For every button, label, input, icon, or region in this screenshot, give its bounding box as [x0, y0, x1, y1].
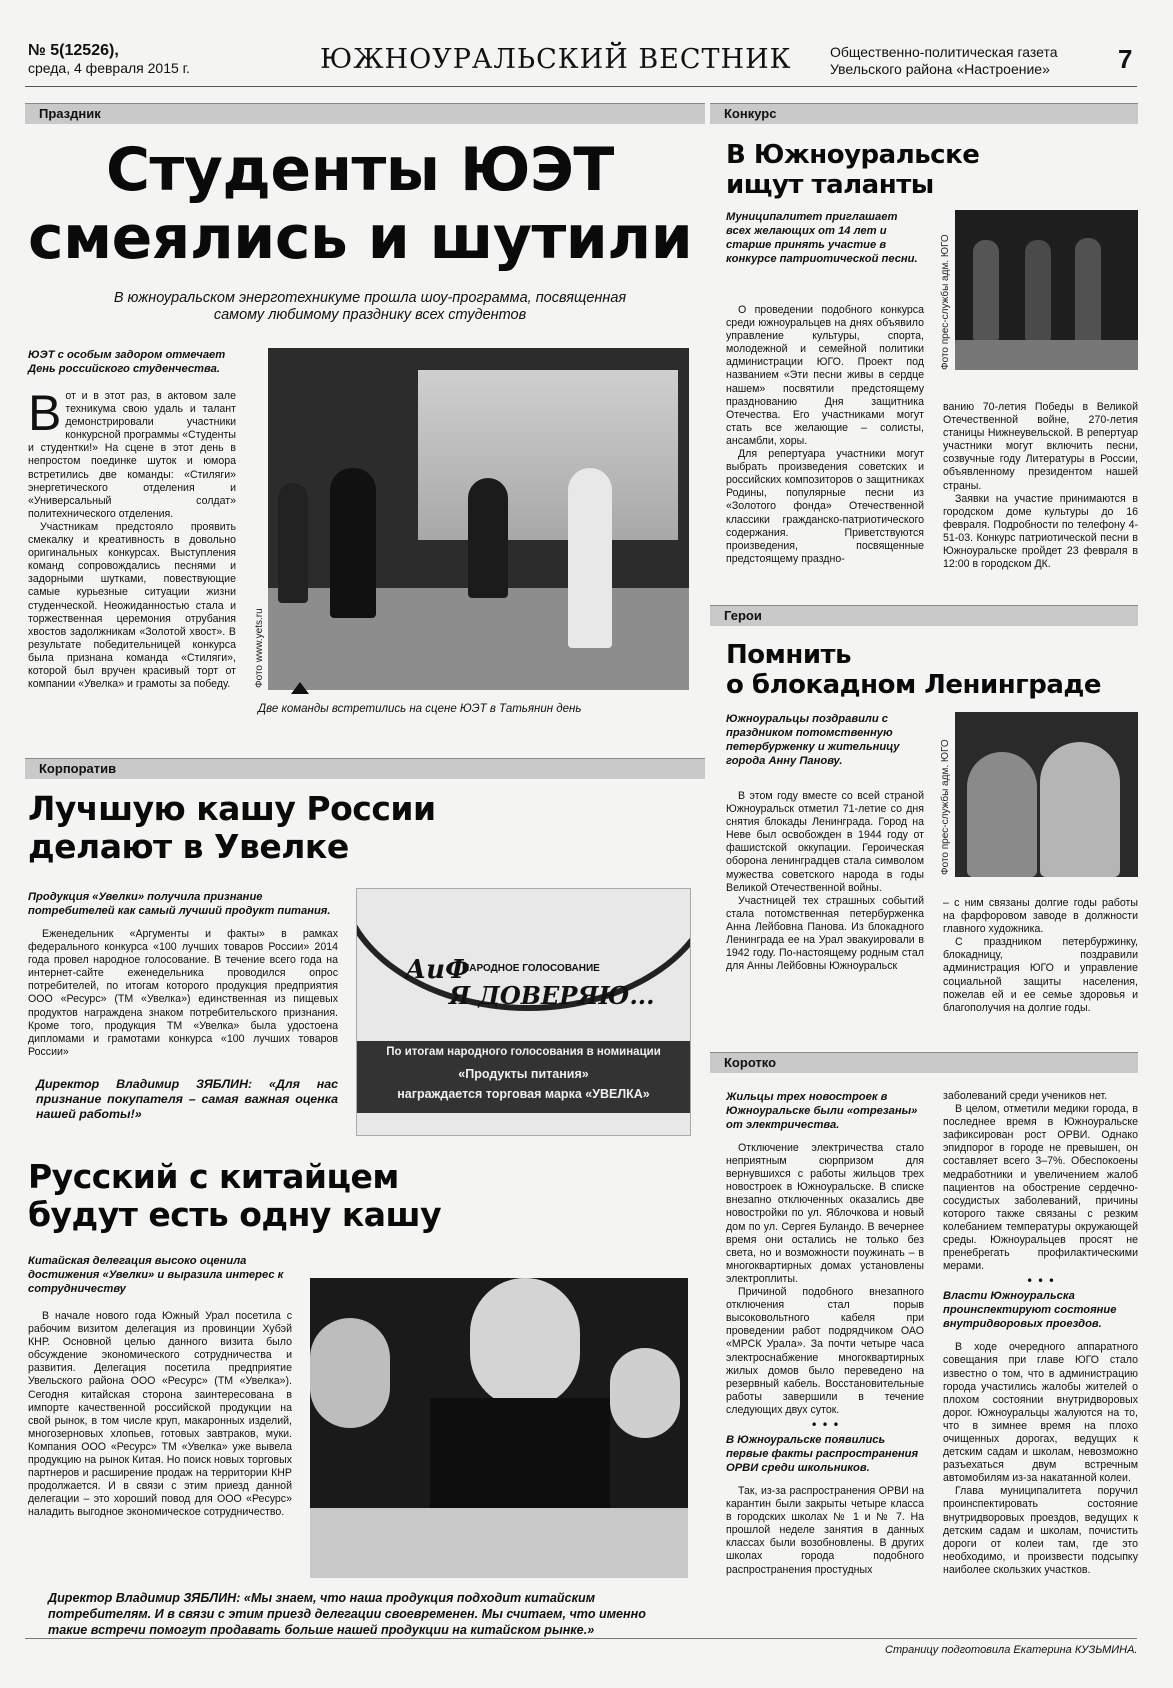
header-rule	[25, 86, 1137, 87]
issue-date: среда, 4 февраля 2015 г.	[28, 60, 190, 76]
quote-author: Директор Владимир ЗЯБЛИН:	[48, 1591, 241, 1605]
brief-item1-lead: Жильцы трех новостроек в Южноуральске были «отрезаны» от электричества.	[726, 1091, 918, 1131]
aif-logo: АиФ	[405, 955, 470, 985]
award-slogan: Я ДОВЕРЯЮ...	[449, 981, 655, 1010]
quote-block	[48, 1590, 688, 1638]
article5-title-line2: будут есть одну кашу	[28, 1195, 442, 1234]
article2-photo-credit: Фото прес-службы адм. ЮГО	[940, 234, 951, 370]
brief-item2-body2: заболеваний среди учеников нет.	[943, 1090, 1108, 1102]
article4-lead: Продукция «Увелки» получила признание потребителей как самый лучший продукт питания.	[28, 891, 331, 917]
article4-text	[28, 890, 338, 1122]
quote-text: «Для нас признание покупателя – самая важная оценка нашей работы!»	[36, 1076, 338, 1121]
article2-col2	[943, 401, 1138, 571]
brief-col1	[726, 1090, 924, 1577]
article3-lead-box	[726, 712, 926, 768]
article3-col1	[726, 790, 924, 973]
article5-title	[28, 1158, 441, 1234]
article3-col2	[943, 897, 1138, 1015]
article1-subtitle-line2: самому любимому празднику всех студентов	[213, 307, 527, 323]
article2-title-line1: В Южноуральске	[726, 140, 980, 170]
article1-title	[28, 136, 708, 272]
soldier-silhouette-2	[1025, 240, 1051, 340]
article4-award-image	[356, 888, 691, 1136]
article3-body-2: – с ним связаны долгие годы работы на фарфоровом заводе в должности главного художника.	[943, 897, 1138, 936]
brief-item1-body: Отключение электричества стало неприятным сюрпризом для вернувшихся с работы жильцов трех новостроек в Южноуральске. В списке внезапно отключенных оказались две новостройки по ул. Яблочкова и новый дом по ул. Сергея Буландо. В вечернее время они остались не только без света, но и возможности поужинать – в многоквартирных домах установлены электроплиты.	[726, 1142, 924, 1285]
issue-number: № 5(12526),	[28, 42, 119, 59]
rubric-heroes	[710, 605, 1138, 626]
article2-body-1: О проведении подобного конкурса среди южноуральцев на днях объявило управление культуры, спорта, молодежной и семейной политики администрации ЮГО. Проект под названием «Эти песни живы в сердце нашем» посвятили предстоящему празднованию Дня защитника Отечества. Его участниками могут стать все желающие – солисты, ансамбли, хоры.	[726, 304, 924, 447]
article2-body-2b: Заявки на участие принимаются в городском доме культуры до 16 февраля. Подробности по телефону 4-51-03. Конкурс патриотической песни в Южноуральске пройдет 23 февраля в 12:00 в городском ДК.	[943, 492, 1138, 571]
article2-title-line2: ищут таланты	[726, 170, 934, 200]
article4-title-line2: делают в Увелке	[28, 827, 349, 866]
stage-floor	[955, 340, 1138, 370]
article4-body: Еженедельник «Аргументы и факты» в рамках федерального конкурса «100 лучших товаров России» 2014 года провел народное голосование. В течение всего года на интернет-сайте еженедельника проводился опрос потребителей, по итогам которого продукция предприятия ООО «Ресурс» (ТМ «Увелка») единственная из пищевых продуктов награждена знаком потребительского признания. Кроме того, продукция ТМ «Увелка» была удостоена дипломами и грамотами конкурса «100 лучших товаров России»	[28, 928, 338, 1058]
camera-icon	[291, 682, 309, 694]
article1-lead: ЮЭТ с особым задором отмечает День российского студенчества.	[28, 349, 226, 375]
article1-body-1: от и в этот раз, в актовом зале техникума свою удаль и талант демонстрировали участники конкурсной программы «Студенты и студентки!» На сцене в этот день в непростом поединке шуток и юмора встретились две команды: «Стиляги» энергетического отделения и «Универсальный солдат» политехнического отделения.	[28, 390, 236, 520]
article4-title	[28, 790, 436, 866]
article2-body-1b: Для репертуара участники могут выбрать произведения советских и российских композиторов о защитниках Родины, популярные песни из «Золотого фонда» Отечественной классики гражданско-патриотического содержания. Приветствуются произведения, посвященные предстоящему праздно-	[726, 448, 924, 565]
delegate-head-3	[310, 1318, 390, 1428]
person-silhouette-3	[568, 468, 612, 648]
article3-photo-credit: Фото прес-службы адм. ЮГО	[940, 739, 951, 875]
rubric-label: Конкурс	[724, 106, 777, 121]
person-silhouette-4	[278, 483, 308, 603]
rubric-contest	[710, 103, 1138, 124]
article3-title-line1: Помнить	[726, 640, 852, 670]
article3-photo	[955, 712, 1138, 877]
award-line-3: награждается торговая марка «УВЕЛКА»	[397, 1087, 650, 1101]
article1-title-line2: смеялись и шутили	[28, 203, 693, 273]
article2-body-2: ванию 70-летия Победы в Великой Отечественной войне, 270-летия станицы Нижнеувельской. В репертуар участники могут включить песни, созвучные году Литературы в России, объявленному президентом нашей страны.	[943, 401, 1138, 492]
brief-separator: • • •	[1026, 1274, 1055, 1289]
masthead-subtitle-1: Общественно-политическая газета	[830, 44, 1058, 60]
article1-photo	[268, 348, 689, 690]
brief-item2-body3: В целом, отметили медики города, в последнее время в Южноуральске зафиксирован рост ОРВИ. Однако эпидпорог в городе не превышен, он составляет всего 3–7%. Обеспокоены медработники и увеличением жалоб пациентов на обострение сердечно-сосудистых заболеваний, причины которого также связаны с резким колебанием температуры окружающей среды. Южноуральцев просят не пренебрегать профилактическими мерами.	[943, 1103, 1138, 1273]
article4-quote	[28, 1077, 338, 1122]
table-surface	[310, 1508, 688, 1578]
article5-lead: Китайская делегация высоко оценила достижения «Увелки» и выразила интерес к сотрудничеству	[28, 1255, 284, 1295]
article1-subtitle	[40, 290, 700, 324]
article5-body: В начале нового года Южный Урал посетила с рабочим визитом делегация из провинции Хубэй КНР. Основной целью данного визита было обсуждение экономического сотрудничества и развития. Делегация посетила предприятие Увельского района ООО «Ресурс» (ТМ «Увелка»). Сегодня китайская сторона заинтересована в импорте качественной российской продукции на свой рынок, в том числе круп, макаронных изделий, многозерновых хлопьев, готовых завтраков, муки. Компания ООО «Ресурс» ТМ «Увелка» уже вывела продукцию на рынок Китая. Но поиск новых торговых партнеров и расширение продаж на территории КНР продолжается. И в связи с этим приезд данной делегации – это хороший повод для ООО «Ресурс» наладить выгодное экономическое сотрудничество.	[28, 1310, 292, 1519]
rubric-label: Праздник	[39, 106, 101, 121]
person-silhouette-2	[468, 478, 508, 598]
brief-item2-lead: В Южноуральске появились первые факты распространения ОРВИ среди школьников.	[726, 1433, 919, 1474]
article1-subtitle-line1: В южноуральском энерготехникуме прошла шоу-программа, посвященная	[113, 290, 627, 306]
delegate-head-2	[610, 1348, 680, 1438]
article5-text	[28, 1254, 292, 1520]
person-man	[1040, 742, 1120, 877]
rubric-brief	[710, 1052, 1138, 1073]
stage-screen	[418, 370, 678, 540]
article4-title-line1: Лучшую кашу России	[28, 789, 436, 828]
article1-text	[28, 348, 236, 691]
article3-body-2b: С праздником петербуржинку, блокадницу, поздравили администрация ЮГО и управление социальной защиты населения, пожелав ей и ее семье здоровья и благополучия на долгие годы.	[943, 936, 1138, 1014]
quote-text: «Мы знаем, что наша продукция подходит китайским потребителям. И в связи с этим приезд делегации своевременен. Мы считаем, что именно такие встречи помогут продавать больше нашей продукции на китайском рынке.»	[48, 1591, 646, 1637]
award-top-label: НАРОДНОЕ ГОЛОСОВАНИЕ	[462, 963, 600, 974]
article5-quote	[48, 1590, 688, 1638]
article3-lead: Южноуральцы поздравили с праздником потомственную петербурженку и жительницу города Анну Панову.	[726, 713, 900, 767]
brief-separator: • • •	[810, 1417, 840, 1432]
footer-credit: Страницу подготовила Екатерина КУЗЬМИНА.	[885, 1644, 1138, 1656]
brief-item2-body: Так, из-за распространения ОРВИ на карантин были закрыты четыре класса в городских школах № 1 и № 7. На прошлой неделе занятия в данных классах были возобновлены. В других школах города подобного распространения простудных	[726, 1484, 924, 1576]
article1-photo-caption: Две команды встретились на сцене ЮЭТ в Татьянин день	[258, 703, 582, 715]
article1-photo-credit: Фото www.yets.ru	[254, 608, 265, 688]
rubric-label: Коротко	[724, 1055, 777, 1070]
article2-photo	[955, 210, 1138, 370]
article1-body-2: Участникам предстояло проявить смекалку и креативность в довольно оригинальных конкурсах. Выступления команд сопровождались песнями и задорными шутками, повествующие самые курьезные ситуации жизни студенческой. Неожиданностью стала и торжественная церемония отрубания хвостов задолжникам «Золотой хвост». В результате победительницей конкурса была признана команда «Стиляги», которой был вручен красивый торт от компании «Увелка» и грамоты за победу.	[28, 520, 236, 691]
article2-col1	[726, 304, 924, 566]
article2-lead-box	[726, 210, 922, 266]
footer-rule	[25, 1638, 1137, 1639]
masthead: ЮЖНОУРАЛЬСКИЙ ВЕСТНИК	[320, 44, 792, 75]
article5-photo	[310, 1278, 688, 1578]
brief-item3-lead: Власти Южноуральска проинспектируют состояние внутридворовых проездов.	[943, 1290, 1117, 1331]
delegate-head-1	[470, 1278, 580, 1408]
person-woman	[967, 752, 1037, 877]
article3-title-line2: о блокадном Ленинграде	[726, 670, 1102, 700]
quote-author: Директор Владимир ЗЯБЛИН:	[36, 1076, 253, 1091]
brief-item1-body2: Причиной подобного внезапного отключения стал порыв высоковольтного кабеля при проведении работ подрядчиком ОАО «МРСК Урала». За почти четыре часа электроснабжение многоквартирных жилых домов было переведено на резервный кабель. Восстановительные работы завершили в течение следующих двух суток.	[726, 1286, 924, 1416]
page-number: 7	[1118, 44, 1133, 74]
rubric-label: Герои	[724, 608, 762, 623]
award-line-1: По итогам народного голосования в номинации	[386, 1046, 661, 1058]
article3-body-1b: Участницей тех страшных событий стала потомственная петербурженка Анна Лейбовна Панова. Из блокадного Ленинграда ее на Урал эвакуировали в 1942 году. По-настоящему родным стал для Анны Лейбовны Южноуральск	[726, 894, 924, 973]
rubric-holiday	[25, 103, 705, 124]
brief-item3-body2: Глава муниципалитета поручил проинспектировать состояние внутридворовых проездов, ведущих к детским садам и школам, почистить дороги от колеи там, где это необходимо, и произвести подсыпку наиболее скользких участков.	[943, 1485, 1138, 1576]
article2-lead: Муниципалитет приглашает всех желающих от 14 лет и старше принять участие в конкурсе патриотической песни.	[726, 211, 918, 265]
award-line-2: «Продукты питания»	[458, 1067, 589, 1081]
brief-item3-body: В ходе очередного аппаратного совещания при главе ЮГО стало известно о том, что в администрацию города участились жалобы жителей о плохом состоянии внутридворовых дорог. Южноуральцы жалуются на то, что в зимнее время на плохо очищенных дорогах, ведущих к детским садам и школам, невозможно разъехаться двум встречным автомобилям из-за накатанной колеи.	[943, 1341, 1138, 1485]
article1-title-line1: Студенты ЮЭТ	[106, 135, 614, 205]
page-header	[0, 0, 1173, 94]
article1-dropcap: В	[28, 385, 62, 441]
article3-title	[726, 640, 1101, 700]
article2-title	[726, 140, 979, 200]
article3-body-1: В этом году вместе со всей страной Южноуральск отметил 71-летие со дня снятия блокады Ленинграда. Город на Неве был освобожден в 1944 году от фашистской оккупации. Героическая оборона ленинградцев стала символом мужества советского народа в годы Великой Отечественной войны.	[726, 790, 924, 894]
soldier-silhouette-1	[973, 240, 999, 340]
soldier-silhouette-3	[1075, 238, 1101, 342]
rubric-label: Корпоратив	[39, 761, 117, 776]
person-silhouette-1	[330, 468, 376, 618]
brief-col2	[943, 1090, 1138, 1577]
rubric-corporate	[25, 758, 705, 779]
article5-title-line1: Русский с китайцем	[28, 1157, 399, 1196]
masthead-subtitle-2: Увельского района «Настроение»	[830, 61, 1050, 77]
